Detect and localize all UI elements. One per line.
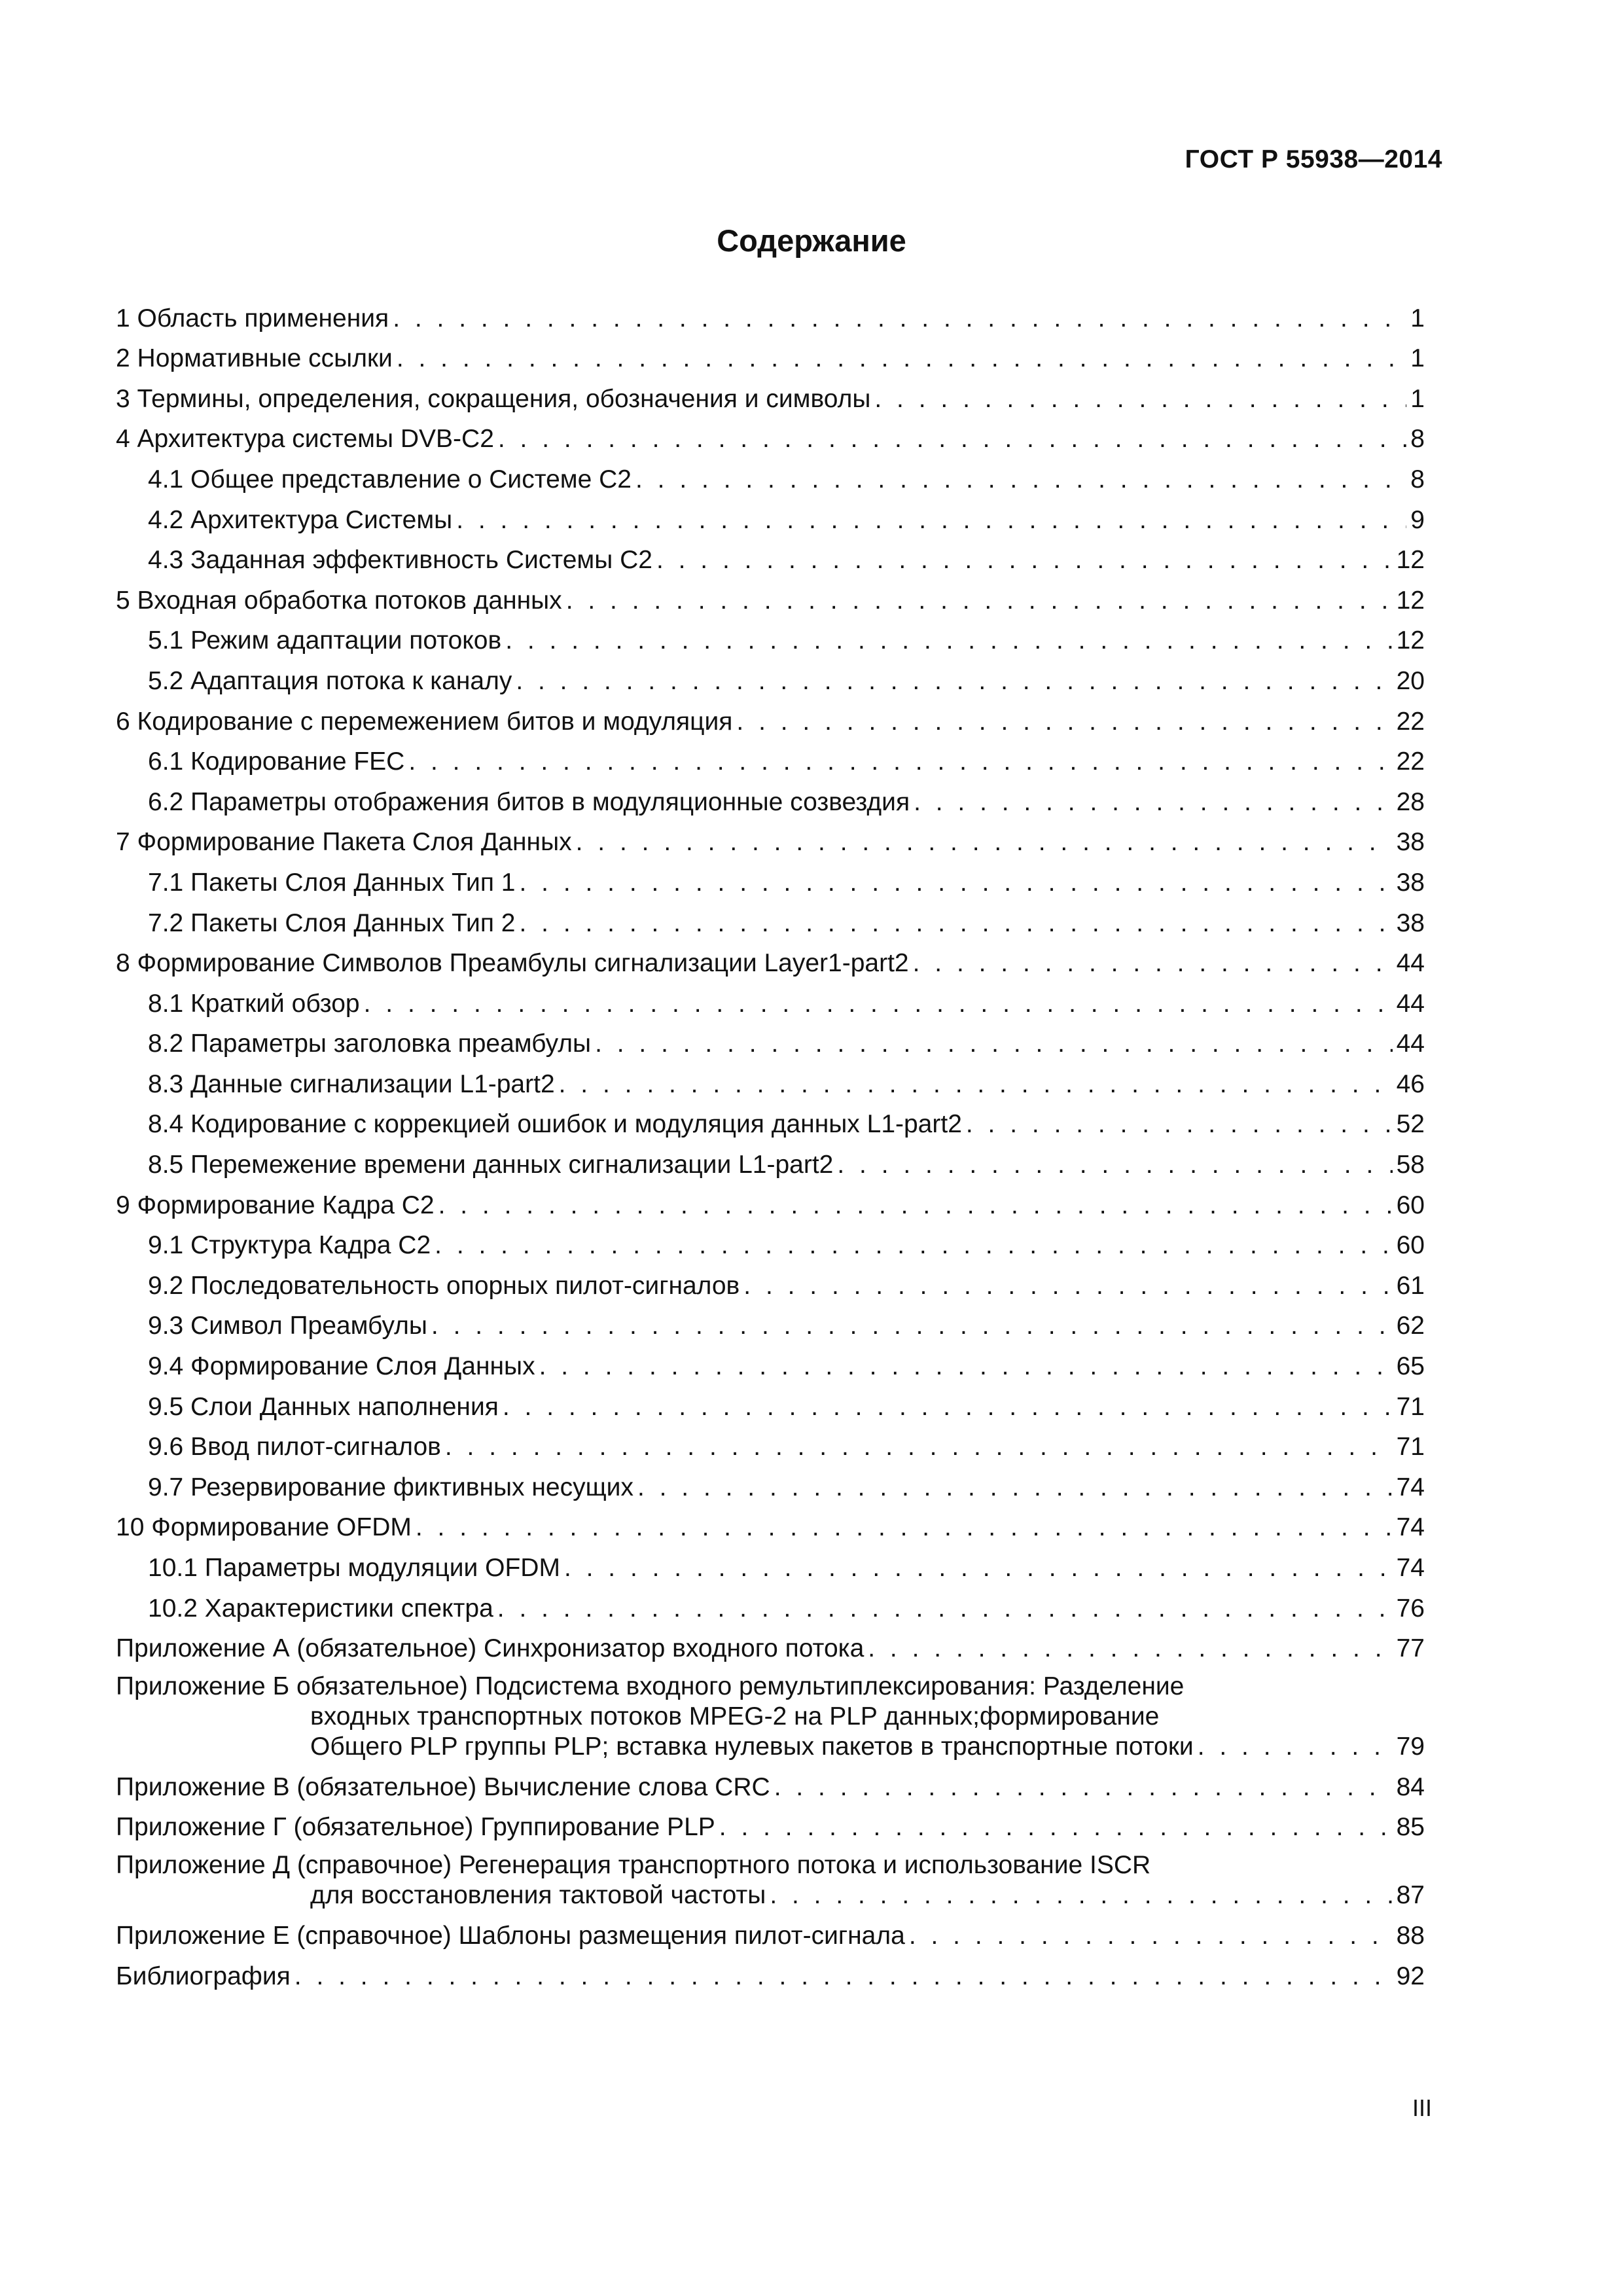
toc-entry xyxy=(116,1910,1425,1951)
toc-entry xyxy=(116,1019,1425,1060)
toc-entry xyxy=(116,1462,1425,1503)
toc-appendix-list xyxy=(116,1762,1425,1842)
toc-entry-text-line: Приложение Д (справочное) Регенерация транспортного потока и использование ISCR xyxy=(116,1851,1151,1880)
toc-page-number: 8 xyxy=(1410,465,1425,493)
toc-page-number: 87 xyxy=(1396,1881,1425,1910)
dot-leader xyxy=(966,1109,1393,1139)
toc-page-number: 8 xyxy=(1410,425,1425,454)
toc-entry-last-line xyxy=(116,1880,1425,1910)
toc-entry-title: 8.2 Параметры заголовка преамбулы xyxy=(148,1030,592,1058)
toc-entry-title: Приложение А (обязательное) Синхронизатор входного потока xyxy=(116,1634,865,1663)
dot-leader xyxy=(868,1634,1392,1664)
toc-entry-title: 9.5 Слои Данных наполнения xyxy=(148,1392,499,1421)
toc-page-number: 74 xyxy=(1396,1554,1425,1582)
toc-entry-title: 7.2 Пакеты Слоя Данных Тип 2 xyxy=(148,908,516,937)
toc-entry-title: 8 Формирование Символов Преамбулы сигнализации Layer1-part2 xyxy=(116,949,909,978)
toc-entry xyxy=(116,1341,1425,1382)
toc-entry xyxy=(116,293,1425,334)
dot-leader xyxy=(431,1311,1393,1341)
toc-page-number: 12 xyxy=(1396,586,1425,615)
dot-leader xyxy=(635,465,1406,495)
toc-entry-title: 3 Термины, определения, сокращения, обозначения и символы xyxy=(116,384,871,413)
toc-page-number: 38 xyxy=(1396,908,1425,937)
toc-entry-title: 6 Кодирование с перемежением битов и модуляция xyxy=(116,707,733,736)
toc-page-number: 60 xyxy=(1396,1231,1425,1260)
toc-entry-title: Библиография xyxy=(116,1962,291,1990)
toc-page-number: 61 xyxy=(1396,1271,1425,1300)
toc-entry-title: 9.4 Формирование Слоя Данных xyxy=(148,1352,535,1381)
toc-entry xyxy=(116,1624,1425,1664)
document-designation: ГОСТ Р 55938—2014 xyxy=(1185,145,1442,173)
toc-entry xyxy=(116,1261,1425,1301)
toc-page-number: 92 xyxy=(1396,1962,1425,1990)
toc-entry-text-line: для восстановления тактовой частоты xyxy=(310,1881,766,1910)
toc-page-number: 1 xyxy=(1410,344,1425,373)
toc-entry-title: 2 Нормативные ссылки xyxy=(116,344,393,373)
toc-page-number: 46 xyxy=(1396,1069,1425,1098)
dot-leader xyxy=(909,1921,1393,1951)
dot-leader xyxy=(503,1392,1393,1422)
toc-page-number: 12 xyxy=(1396,626,1425,655)
toc-entry xyxy=(116,1762,1425,1803)
toc-page-number: 74 xyxy=(1396,1473,1425,1501)
toc-page-number: 65 xyxy=(1396,1352,1425,1381)
dot-leader xyxy=(656,545,1393,575)
toc-entry xyxy=(116,1951,1425,1992)
toc-entry xyxy=(116,1100,1425,1140)
toc-entry-appendix-d xyxy=(116,1842,1425,1910)
dot-leader xyxy=(445,1432,1393,1462)
toc-entry-title: 9.1 Структура Кадра С2 xyxy=(148,1231,431,1260)
toc-entry-title: Приложение Е (справочное) Шаблоны размещения пилот-сигнала xyxy=(116,1921,905,1950)
toc-page-number: 71 xyxy=(1396,1433,1425,1462)
dot-leader xyxy=(438,1191,1393,1221)
toc-page-number: 85 xyxy=(1396,1813,1425,1842)
toc-entry-title: 4 Архитектура системы DVB-C2 xyxy=(116,425,494,454)
dot-leader xyxy=(505,626,1392,656)
toc-entry-title: Приложение Г (обязательное) Группирование PLP xyxy=(116,1813,715,1842)
dot-leader xyxy=(770,1880,1392,1910)
dot-leader xyxy=(294,1962,1393,1992)
dot-leader xyxy=(516,666,1392,696)
toc-entry xyxy=(116,616,1425,656)
dot-leader xyxy=(913,948,1393,978)
toc-entry-text-line: входных транспортных потоков MPEG-2 на PLP данных;формирование xyxy=(310,1702,1160,1731)
toc-entry-title: 10.2 Характеристики спектра xyxy=(148,1594,493,1623)
toc-entry xyxy=(116,1059,1425,1100)
toc-entry xyxy=(116,535,1425,576)
dot-leader xyxy=(914,787,1393,817)
toc-entry-title: 5.1 Режим адаптации потоков xyxy=(148,626,502,655)
toc-entry-title: 7.1 Пакеты Слоя Данных Тип 1 xyxy=(148,868,516,897)
toc-entry xyxy=(116,857,1425,898)
toc-entry xyxy=(116,454,1425,495)
toc-page-number: 76 xyxy=(1396,1594,1425,1623)
toc-page-number: 58 xyxy=(1396,1151,1425,1179)
toc-page-number: 20 xyxy=(1396,666,1425,695)
toc-entry xyxy=(116,1583,1425,1624)
toc-page-number: 22 xyxy=(1396,707,1425,736)
dot-leader xyxy=(736,707,1392,737)
toc-entry xyxy=(116,737,1425,778)
dot-leader xyxy=(774,1772,1393,1803)
toc-entry-title: 7 Формирование Пакета Слоя Данных xyxy=(116,828,572,857)
toc-entry xyxy=(116,696,1425,737)
dot-leader xyxy=(559,1069,1393,1100)
toc-entry xyxy=(116,1221,1425,1261)
toc-entry-title: 9.3 Символ Преамбулы xyxy=(148,1312,427,1340)
dot-leader xyxy=(519,868,1392,898)
toc-entry-title: 9 Формирование Кадра С2 xyxy=(116,1191,435,1219)
toc-entry xyxy=(116,1803,1425,1843)
toc-entry-title: 4.3 Заданная эффективность Системы С2 xyxy=(148,546,652,575)
toc-page-number: 52 xyxy=(1396,1110,1425,1139)
toc-entry-title: 8.5 Перемежение времени данных сигнализации L1-part2 xyxy=(148,1151,834,1179)
toc-entry-last-line xyxy=(116,1732,1425,1762)
dot-leader xyxy=(364,989,1393,1019)
dot-leader xyxy=(743,1271,1392,1301)
dot-leader xyxy=(416,1513,1393,1543)
dot-leader xyxy=(874,384,1406,414)
toc-entry xyxy=(116,1301,1425,1342)
toc-entry xyxy=(116,1180,1425,1221)
toc-entry-title: 4.1 Общее представление о Системе С2 xyxy=(148,465,632,493)
toc-page-number: 44 xyxy=(1396,1030,1425,1058)
dot-leader xyxy=(837,1150,1392,1180)
toc-page-number: 62 xyxy=(1396,1312,1425,1340)
toc-page-number: 71 xyxy=(1396,1392,1425,1421)
toc-entry xyxy=(116,495,1425,535)
toc-page-number: 44 xyxy=(1396,989,1425,1018)
toc-entry-title: 5 Входная обработка потоков данных xyxy=(116,586,562,615)
toc-closing-list xyxy=(116,1910,1425,1991)
toc-entry xyxy=(116,1422,1425,1463)
toc-entry xyxy=(116,978,1425,1019)
toc-page-number: 22 xyxy=(1396,747,1425,776)
toc-page-number: 88 xyxy=(1396,1921,1425,1950)
toc-page-number: 60 xyxy=(1396,1191,1425,1219)
toc-page-number: 28 xyxy=(1396,787,1425,816)
toc-page-number: 84 xyxy=(1396,1772,1425,1801)
toc-entry xyxy=(116,1139,1425,1180)
toc-entry-title: 9.6 Ввод пилот-сигналов xyxy=(148,1433,441,1462)
toc-page-number: 12 xyxy=(1396,546,1425,575)
toc-entry-title: 9.2 Последовательность опорных пилот-сигналов xyxy=(148,1271,740,1300)
toc-page-number: 44 xyxy=(1396,949,1425,978)
toc-entry xyxy=(116,1503,1425,1543)
toc-page-number: 77 xyxy=(1396,1634,1425,1663)
toc-entry-title: 10.1 Параметры модуляции OFDM xyxy=(148,1554,560,1582)
dot-leader xyxy=(637,1473,1393,1503)
dot-leader xyxy=(408,747,1392,777)
toc-page-number: 79 xyxy=(1396,1732,1425,1761)
toc-entry-title: 1 Область применения xyxy=(116,304,389,332)
toc-entry-title: 5.2 Адаптация потока к каналу xyxy=(148,666,512,695)
toc-entry-title: Приложение В (обязательное) Вычисление слова CRC xyxy=(116,1772,770,1801)
toc-entry xyxy=(116,1543,1425,1583)
page-number: III xyxy=(1412,2094,1432,2121)
toc-page-number: 38 xyxy=(1396,868,1425,897)
toc-entry-title: 10 Формирование OFDM xyxy=(116,1513,412,1542)
toc-entry-title: 9.7 Резервирование фиктивных несущих xyxy=(148,1473,633,1501)
toc-entry-title: 8.1 Краткий обзор xyxy=(148,989,360,1018)
dot-leader xyxy=(564,1553,1393,1583)
dot-leader xyxy=(456,505,1406,535)
table-of-contents xyxy=(116,293,1425,1992)
toc-entry-title: 4.2 Архитектура Системы xyxy=(148,505,453,534)
toc-entry xyxy=(116,656,1425,696)
toc-page-number: 1 xyxy=(1410,304,1425,332)
dot-leader xyxy=(539,1352,1393,1382)
toc-page-number: 1 xyxy=(1410,384,1425,413)
toc-entry-title: 6.2 Параметры отображения битов в модуляционные созвездия xyxy=(148,787,910,816)
dot-leader xyxy=(497,1594,1393,1624)
dot-leader xyxy=(393,304,1406,334)
toc-page-number: 9 xyxy=(1410,505,1425,534)
toc-page-number: 74 xyxy=(1396,1513,1425,1542)
toc-entry xyxy=(116,898,1425,939)
toc-entry-appendix-b xyxy=(116,1664,1425,1762)
toc-entry xyxy=(116,414,1425,455)
toc-entry xyxy=(116,334,1425,374)
dot-leader xyxy=(397,344,1406,374)
dot-leader xyxy=(719,1812,1393,1842)
toc-entry-title: 8.3 Данные сигнализации L1-part2 xyxy=(148,1069,555,1098)
dot-leader xyxy=(435,1230,1392,1261)
page-title: Содержание xyxy=(717,223,906,258)
toc-entry-text-line: Общего PLP группы PLP; вставка нулевых пакетов в транспортные потоки xyxy=(310,1732,1194,1761)
toc-entry xyxy=(116,374,1425,414)
toc-main-list xyxy=(116,293,1425,1664)
toc-entry-title: 8.4 Кодирование с коррекцией ошибок и модуляция данных L1-part2 xyxy=(148,1110,962,1139)
toc-entry xyxy=(116,939,1425,979)
toc-entry xyxy=(116,817,1425,858)
toc-entry xyxy=(116,575,1425,616)
toc-entry-title: 6.1 Кодирование FEC xyxy=(148,747,405,776)
dot-leader xyxy=(498,424,1406,454)
toc-entry xyxy=(116,777,1425,817)
dot-leader xyxy=(519,908,1392,939)
dot-leader xyxy=(595,1029,1393,1059)
dot-leader xyxy=(576,827,1393,857)
toc-entry-text-line: Приложение Б обязательное) Подсистема входного ремультиплексирования: Разделение xyxy=(116,1672,1185,1701)
toc-entry xyxy=(116,1382,1425,1422)
toc-page-number: 38 xyxy=(1396,828,1425,857)
dot-leader xyxy=(566,586,1393,616)
dot-leader xyxy=(1198,1732,1393,1762)
